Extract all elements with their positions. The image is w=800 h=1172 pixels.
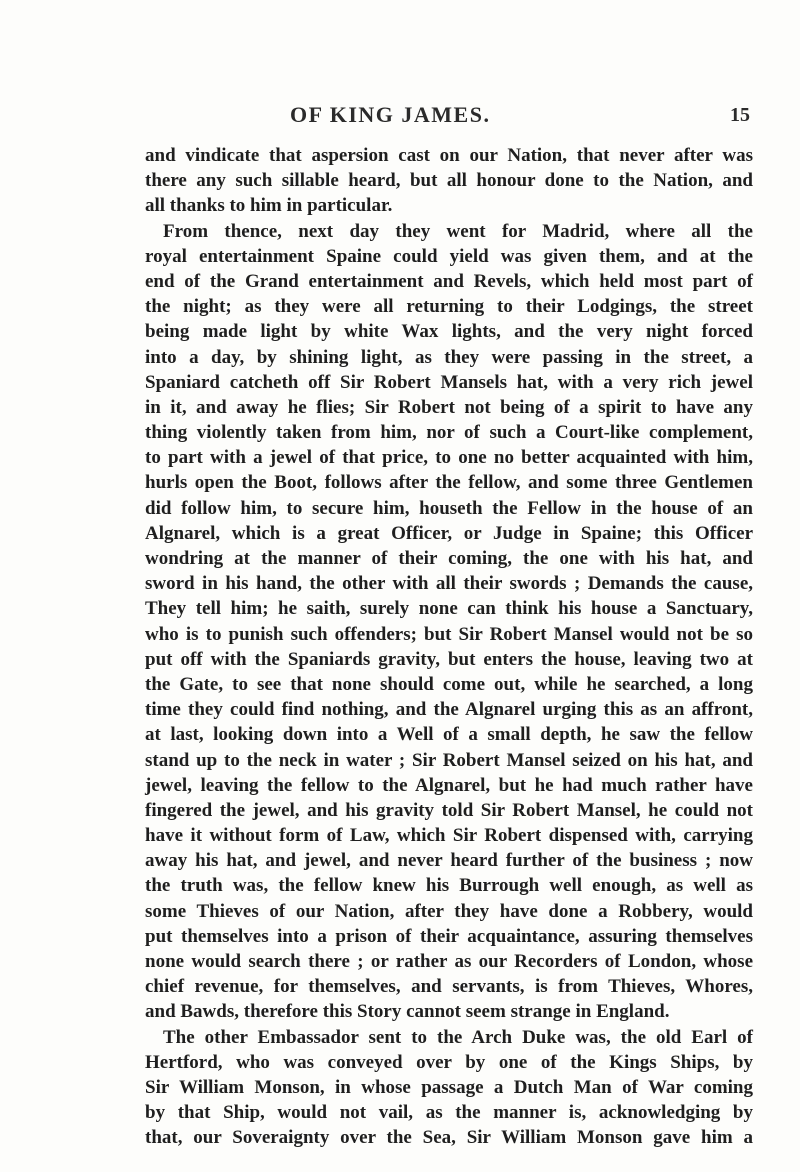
- text-line: at last, looking down into a Well of a small depth, he saw the fellow: [145, 724, 753, 746]
- page-number: 15: [730, 104, 750, 126]
- text-line: They tell him; he saith, surely none can think his house a Sanctuary,: [145, 598, 753, 620]
- text-line: From thence, next day they went for Madrid, where all the: [163, 220, 753, 242]
- text-line: Sir William Monson, in whose passage a Dutch Man of War coming: [145, 1076, 753, 1098]
- text-line: have it without form of Law, which Sir Robert dispensed with, carrying: [145, 825, 753, 847]
- text-line: who is to punish such offenders; but Sir Robert Mansel would not be so: [145, 623, 753, 645]
- text-line: to part with a jewel of that price, to one no better acquainted with him,: [145, 447, 753, 469]
- body-text: [145, 143, 753, 1151]
- text-line: fingered the jewel, and his gravity told Sir Robert Mansel, he could not: [145, 799, 753, 821]
- text-line: chief revenue, for themselves, and servants, is from Thieves, Whores,: [145, 976, 753, 998]
- text-line: all thanks to him in particular.: [145, 195, 393, 217]
- text-line: wondring at the manner of their coming, the one with his hat, and: [145, 548, 753, 569]
- text-line: by that Ship, would not vail, as the manner is, acknowledging by: [145, 1102, 753, 1124]
- text-line: put off with the Spaniards gravity, but enters the house, leaving two at: [145, 648, 753, 670]
- text-line: Spaniard catcheth off Sir Robert Mansels hat, with a very rich jewel: [145, 371, 753, 393]
- text-line: there any such sillable heard, but all honour done to the Nation, and: [145, 170, 753, 192]
- text-line: being made light by white Wax lights, and the very night forced: [145, 321, 753, 343]
- text-line: the night; as they were all returning to their Lodgings, the street: [145, 296, 753, 318]
- text-line: The other Embassador sent to the Arch Duke was, the old Earl of: [163, 1026, 753, 1048]
- text-line: put themselves into a prison of their acquaintance, assuring themselves: [145, 925, 753, 947]
- text-line: the Gate, to see that none should come out, while he searched, a long: [145, 673, 753, 695]
- text-line: end of the Grand entertainment and Revels, which held most part of: [145, 270, 753, 292]
- text-line: in it, and away he flies; Sir Robert not being of a spirit to have any: [145, 396, 753, 418]
- text-line: some Thieves of our Nation, after they have done a Robbery, would: [145, 900, 753, 922]
- text-line: away his hat, and jewel, and never heard further of the business ; now: [145, 850, 753, 872]
- text-line: royal entertainment Spaine could yield was given them, and at the: [145, 245, 753, 267]
- text-line: hurls open the Boot, follows after the fellow, and some three Gentlemen: [145, 472, 753, 494]
- text-line: time they could find nothing, and the Algnarel urging this as an affront,: [145, 699, 753, 721]
- text-line: into a day, by shining light, as they were passing in the street, a: [145, 346, 753, 368]
- text-line: that, our Soveraignty over the Sea, Sir William Monson gave him a: [145, 1127, 753, 1149]
- text-line: jewel, leaving the fellow to the Algnarel, but he had much rather have: [145, 774, 753, 796]
- running-title: OF KING JAMES.: [290, 102, 491, 127]
- text-line: none would search there ; or rather as our Recorders of London, whose: [145, 951, 753, 972]
- text-line: Hertford, who was conveyed over by one of the Kings Ships, by: [145, 1051, 753, 1073]
- text-line: sword in his hand, the other with all their swords ; Demands the cause,: [145, 573, 753, 595]
- text-line: stand up to the neck in water ; Sir Robert Mansel seized on his hat, and: [145, 749, 753, 771]
- text-line: the truth was, the fellow knew his Burrough well enough, as well as: [145, 875, 753, 897]
- text-line: Algnarel, which is a great Officer, or Judge in Spaine; this Officer: [145, 522, 753, 544]
- text-line: thing violently taken from him, nor of such a Court-like complement,: [145, 422, 753, 444]
- text-line: and vindicate that aspersion cast on our Nation, that never after was: [145, 145, 753, 166]
- text-line: and Bawds, therefore this Story cannot seem strange in England.: [145, 1001, 670, 1023]
- running-head: [150, 102, 750, 132]
- text-line: did follow him, to secure him, houseth the Fellow in the house of an: [145, 497, 753, 519]
